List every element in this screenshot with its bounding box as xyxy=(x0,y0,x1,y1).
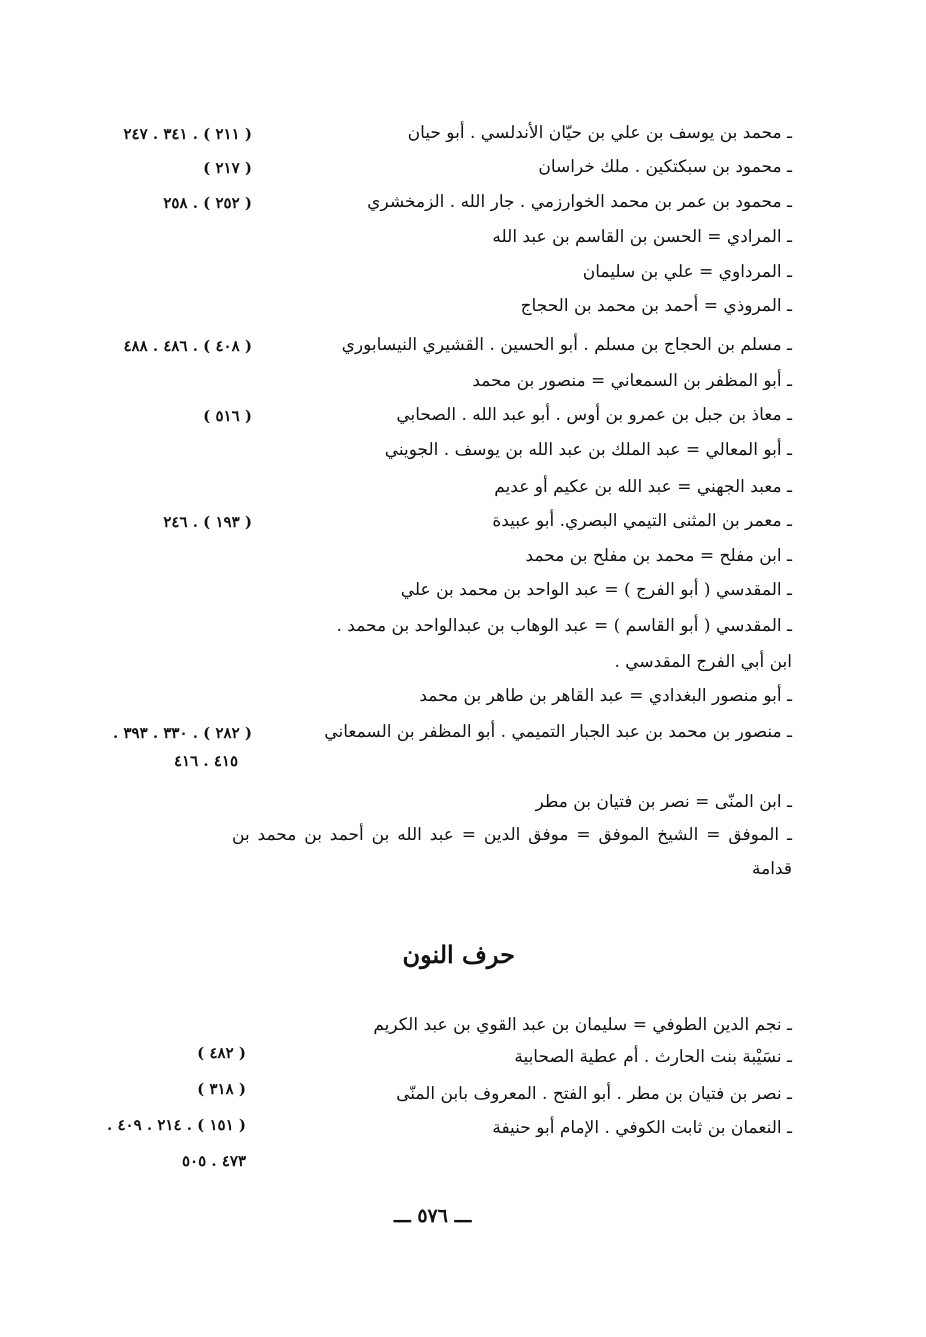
index-entry: ـ منصور بن محمد بن عبد الجبار التميمي . أبو المظفر بن السمعاني xyxy=(324,722,792,742)
index-entry: ـ محمود بن عمر بن محمد الخوارزمي . جار الله . الزمخشري xyxy=(367,192,792,212)
index-entry: ـ النعمان بن ثابت الكوفي . الإمام أبو حنيفة xyxy=(492,1118,792,1138)
page-refs: ( ١٥١ ) . ٢١٤ . ٤٠٩ . xyxy=(107,1116,246,1134)
page-refs: ( ٢٥٢ ) . ٢٥٨ xyxy=(163,194,252,212)
index-entry: ـ نسَيْبة بنت الحارث . أم عطية الصحابية xyxy=(514,1047,792,1067)
index-entry: ـ معبد الجهني = عبد الله بن عكيم أو عديم xyxy=(494,477,792,497)
page-refs: ( ٢١٧ ) xyxy=(203,159,252,177)
page-refs-continuation: ٤٧٣ . ٥٠٥ xyxy=(181,1152,246,1170)
page-refs: ( ٢٨٢ ) . ٣٣٠ . ٣٩٣ . xyxy=(113,724,252,742)
index-entry: ـ نجم الدين الطوفي = سليمان بن عبد القوي بن عبد الكريم xyxy=(373,1015,792,1035)
index-entry-continuation: ابن أبي الفرج المقدسي . xyxy=(614,652,792,672)
index-entry: ـ أبو المعالي = عبد الملك بن عبد الله بن يوسف . الجويني xyxy=(384,440,792,460)
page-refs: ( ١٩٣ ) . ٢٤٦ xyxy=(163,513,252,531)
page-refs: ( ٢١١ ) . ٣٤١ . ٢٤٧ xyxy=(123,125,252,143)
index-entry: ـ معمر بن المثنى التيمي البصري. أبو عبيدة xyxy=(492,511,792,531)
index-entry: ـ أبو المظفر بن السمعاني = منصور بن محمد xyxy=(472,371,792,391)
index-entry: ـ المقدسي ( أبو الفرج ) = عبد الواحد بن محمد بن علي xyxy=(400,580,792,600)
index-entry: ـ المقدسي ( أبو القاسم ) = عبد الوهاب بن عبدالواحد بن محمد . xyxy=(336,616,792,636)
page-number: ـــ ٥٧٦ ـــ xyxy=(394,1205,472,1227)
page-refs: ( ٤٠٨ ) . ٤٨٦ . ٤٨٨ xyxy=(123,337,252,355)
section-heading: حرف النون xyxy=(402,940,515,969)
index-entry: ـ المروذي = أحمد بن محمد بن الحجاج xyxy=(520,296,792,316)
index-entry: ـ نصر بن فتيان بن مطر . أبو الفتح . المعروف بابن المنّى xyxy=(396,1084,792,1104)
index-entry: ـ محمود بن سبكتكين . ملك خراسان xyxy=(538,157,792,177)
index-entry: ـ مسلم بن الحجاج بن مسلم . أبو الحسين . القشيري النيسابوري xyxy=(341,335,792,355)
index-entry: ـ ابن المنّى = نصر بن فتيان بن مطر xyxy=(535,792,792,812)
index-entry: ـ الموفق = الشيخ الموفق = موفق الدين = عبد الله بن أحمد بن محمد بن قدامة xyxy=(232,825,792,879)
index-entry: ـ محمد بن يوسف بن علي بن حيّان الأندلسي . أبو حيان xyxy=(407,123,792,143)
index-entry: ـ المرادي = الحسن بن القاسم بن عبد الله xyxy=(492,227,792,247)
page-refs-continuation: ٤١٥ . ٤١٦ xyxy=(173,752,238,770)
index-entry: ـ أبو منصور البغدادي = عبد القاهر بن طاهر بن محمد xyxy=(419,686,792,706)
page-refs: ( ٣١٨ ) xyxy=(197,1080,246,1098)
index-entry: ـ معاذ بن جبل بن عمرو بن أوس . أبو عبد الله . الصحابي xyxy=(396,405,792,425)
page-refs: ( ٥١٦ ) xyxy=(203,407,252,425)
index-entry: ـ ابن مفلح = محمد بن مفلح بن محمد xyxy=(525,546,792,566)
page-refs: ( ٤٨٢ ) xyxy=(197,1044,246,1062)
index-entry: ـ المرداوي = علي بن سليمان xyxy=(582,262,792,282)
